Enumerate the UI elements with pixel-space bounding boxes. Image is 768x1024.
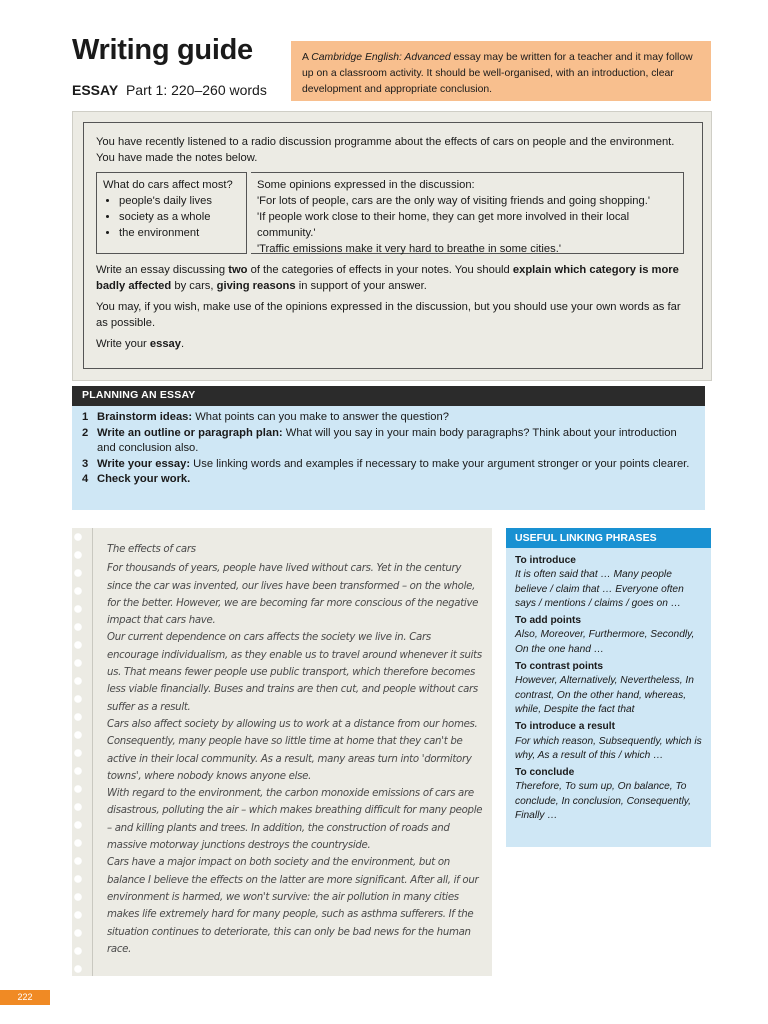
notes-question: What do cars affect most?: [103, 179, 233, 191]
task-paragraph-3: Write your essay.: [96, 338, 185, 350]
planning-header: PLANNING AN ESSAY: [72, 386, 705, 406]
essay-paragraph: Our current dependence on cars affects the society we live in. Cars encourage individualism, as they enable us to travel around whenever it suits us. That means fewer people use public transport, which therefore becomes less viable financially. Buses and trains are then cut, and people without cars suffer as a result.: [107, 632, 482, 713]
phrase-group: To introduce It is often said that … Many people believe / claim that … Everyone often says / mentions / claims / goes on …: [515, 555, 684, 609]
notes-item: • people's daily lives: [119, 193, 240, 209]
opinions-heading: Some opinions expressed in the discussion:: [257, 179, 475, 191]
essay-paragraph: Cars have a major impact on both society and the environment, but on balance I believe the effects on the latter are more significant. After all, if our environment is harmed, we won't survive: the air pollution in many cities makes life extremely hard for many people, such as asthma sufferers. If the situation continues to deteriorate, this can only be bad news for the human race.: [107, 857, 479, 955]
essay-paragraph: With regard to the environment, the carbon monoxide emissions of cars are disastrous, polluting the air – which makes breathing difficult for many people – and killing plants and trees. In addition, the construction of roads and massive motorway junctions destroys the countryside.: [107, 788, 483, 852]
essay-paragraph: For thousands of years, people have lived without cars. Yet in the century since the car was invented, our lives have been transformed – on the whole, for the better. However, we are becoming far more conscious of the negative impact that cars have.: [107, 563, 479, 627]
phrase-group: To conclude Therefore, To sum up, On balance, To conclude, In conclusion, Consequently, Finally …: [515, 767, 691, 822]
exam-name: Cambridge English: Advanced: [311, 52, 451, 63]
notes-item: • society as a whole: [119, 209, 240, 225]
opinion: 'For lots of people, cars are the only way of visiting friends and going shopping.': [257, 195, 650, 207]
notes-categories: [96, 172, 247, 254]
essay-label: ESSAY: [72, 82, 119, 98]
phrase-group: To introduce a result For which reason, Subsequently, which is why, As a result of this / which …: [515, 721, 702, 761]
intro-prefix: A: [302, 52, 312, 63]
task-instruction: You have recently listened to a radio discussion programme about the effects of cars on people and the environment. You have made the notes below.: [96, 136, 675, 164]
notes-item: • the environment: [119, 225, 240, 241]
planning-step: 1 Brainstorm ideas: What points can you make to answer the question?: [82, 411, 449, 423]
opinion: 'If people work close to their home, they can get more involved in their local community.': [257, 211, 630, 239]
intro-box: [291, 41, 711, 101]
essay-paragraph: Cars also affect society by allowing us to work at a distance from our homes. Consequently, many people have so little time at home that they can't be active in their local community. As a result, many areas turn into 'dormitory towns', where nobody knows anyone else.: [107, 718, 478, 782]
task-box: [83, 122, 703, 369]
planning-step: 3 Write your essay: Use linking words and examples if necessary to make your argument stronger or your points clearer.: [82, 457, 690, 470]
planning-step: 4 Check your work.: [82, 473, 191, 485]
task-paragraph-1: Write an essay discussing two of the categories of effects in your notes. You should explain which category is more badly affected by cars, giving reasons in support of your answer.: [96, 264, 679, 292]
model-essay: [72, 528, 492, 976]
task-paragraph-2: You may, if you wish, make use of the opinions expressed in the discussion, but you should use your own words as far as possible.: [96, 301, 681, 329]
intro-text: essay may be written for a teacher and it may follow up on a classroom activity. It should be well-organised, with an introduction, clear development and appropriate conclusion.: [302, 52, 693, 95]
phrase-group: To add points Also, Moreover, Furthermore, Secondly, On the one hand …: [515, 615, 695, 655]
phrase-group: To contrast points However, Alternatively, Nevertheless, In contrast, On the other hand, whereas, while, Despite the fact that: [515, 661, 694, 715]
opinion: 'Traffic emissions make it very hard to breathe in some cities.': [257, 243, 561, 255]
planning-step: 2 Write an outline or paragraph plan: What will you say in your main body paragraphs? Think about your introduction and conclusion also.: [82, 426, 677, 454]
essay-title: The effects of cars: [107, 544, 196, 555]
margin-line: [92, 528, 93, 976]
phrases-box: [506, 548, 711, 847]
notebook-holes: [72, 528, 84, 976]
phrases-header: USEFUL LINKING PHRASES: [506, 528, 711, 548]
notes-table: [96, 172, 690, 254]
essay-part-label: [72, 82, 267, 98]
notes-opinions: [251, 172, 684, 254]
page-number: 222: [0, 990, 50, 1005]
page-title: Writing guide: [72, 34, 253, 66]
part-label: Part 1: 220–260 words: [125, 82, 267, 98]
planning-steps: [72, 406, 705, 510]
